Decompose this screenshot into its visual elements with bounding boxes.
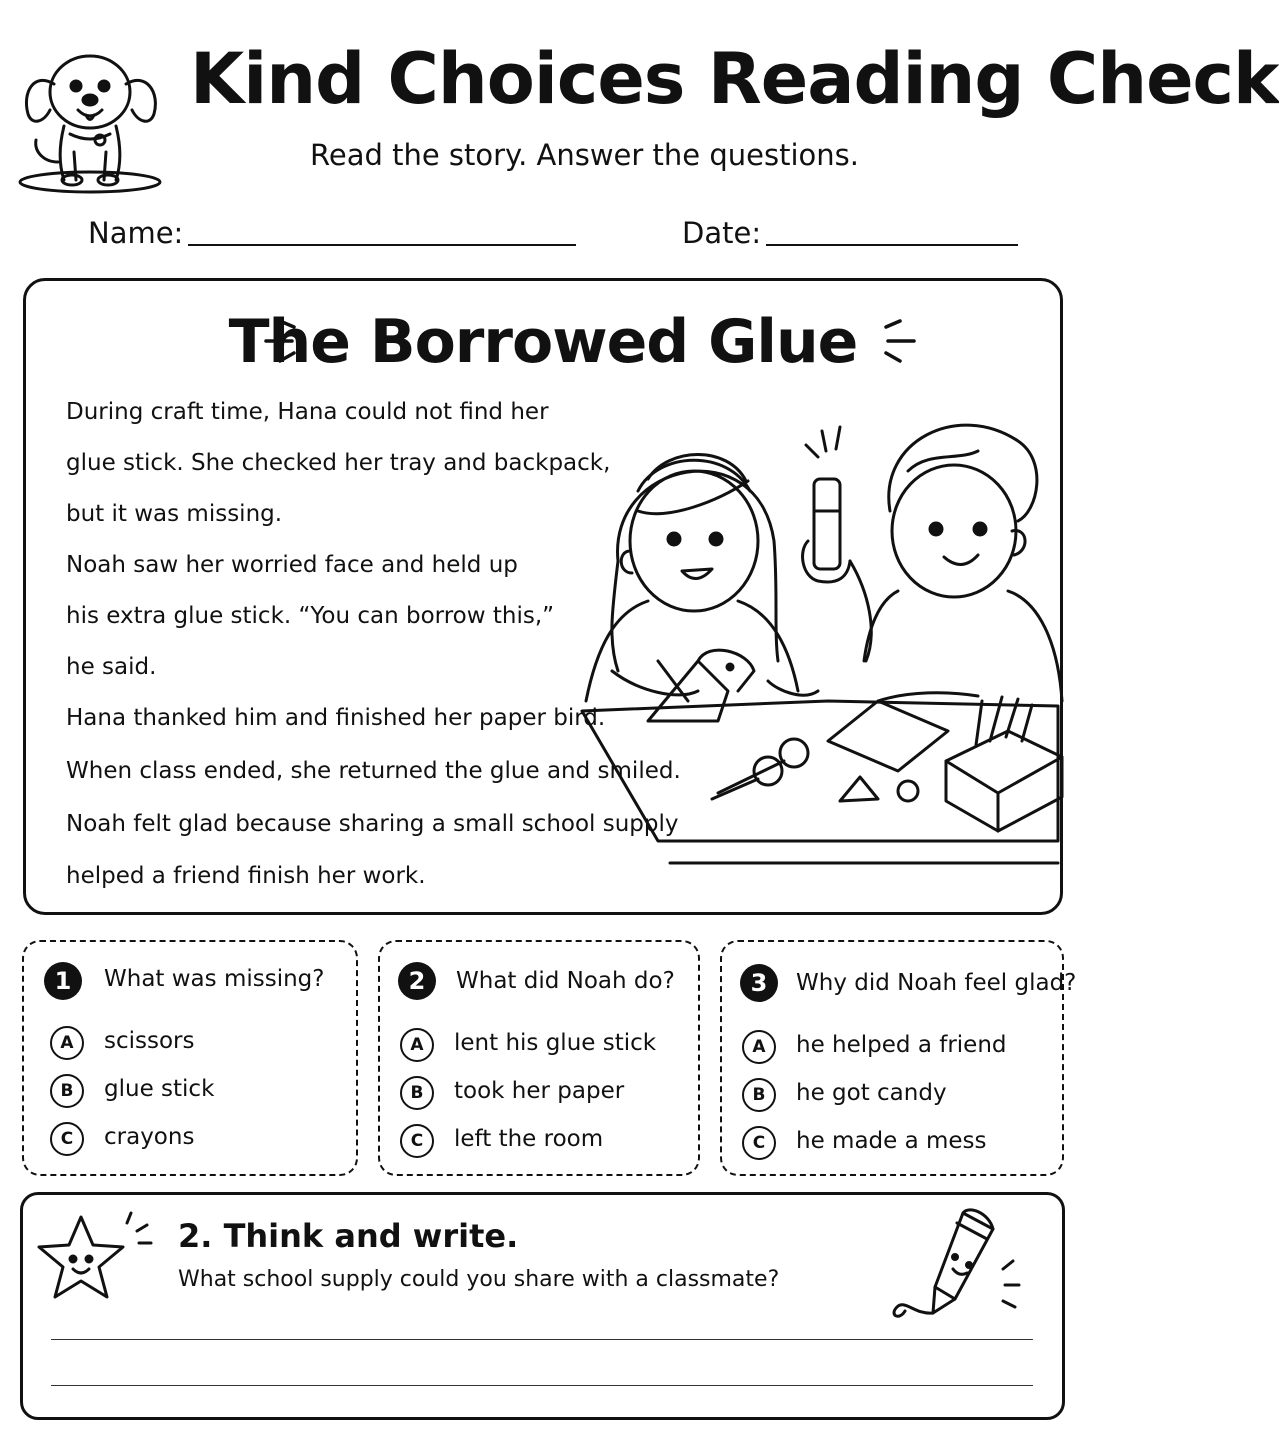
sparkle-right-icon [872,315,922,365]
name-label: Name: [88,216,184,250]
puppy-icon [14,22,166,197]
story-line: Hana thanked him and finished her paper bird. [66,705,606,731]
option-c-bubble[interactable]: C [50,1122,84,1156]
question-text: What was missing? [104,966,325,992]
question-box-2 [378,940,700,1176]
smiling-pencil-icon [875,1203,1035,1323]
story-line: but it was missing. [66,501,283,527]
option-a-bubble[interactable]: A [742,1030,776,1064]
story-box [23,278,1063,915]
write-title: 2. Think and write. [178,1217,519,1255]
question-box-1 [22,940,358,1176]
story-line: he said. [66,654,157,680]
question-number: 2 [398,962,436,1000]
page-subtitle: Read the story. Answer the questions. [310,138,859,172]
option-b-text: he got candy [796,1080,947,1106]
story-line: glue stick. She checked her tray and backpack, [66,450,611,476]
option-b-bubble[interactable]: B [400,1076,434,1110]
option-a-text: he helped a friend [796,1032,1007,1058]
kids-sharing-glue-illustration [578,401,1062,871]
question-box-3 [720,940,1077,1176]
option-b-bubble[interactable]: B [50,1074,84,1108]
date-label: Date: [682,216,762,250]
option-a-bubble[interactable]: A [50,1026,84,1060]
option-b-text: took her paper [454,1078,625,1104]
story-line: helped a friend finish her work. [66,863,426,889]
think-and-write-box [20,1192,1065,1420]
story-title: The Borrowed Glue [228,307,858,377]
write-line-1[interactable] [51,1339,1033,1340]
question-number: 1 [44,962,82,1000]
question-text: What did Noah do? [456,968,675,994]
write-line-2[interactable] [51,1385,1033,1386]
option-c-bubble[interactable]: C [400,1124,434,1158]
write-prompt: What school supply could you share with a classmate? [178,1267,780,1292]
name-field[interactable] [188,244,576,246]
story-line: During craft time, Hana could not find her [66,399,549,425]
page-title: Kind Choices Reading Check [190,38,1279,120]
option-a-text: lent his glue stick [454,1030,657,1056]
question-text: Why did Noah feel glad? [796,970,1077,996]
option-b-text: glue stick [104,1076,215,1102]
option-a-bubble[interactable]: A [400,1028,434,1062]
option-c-bubble[interactable]: C [742,1126,776,1160]
question-number: 3 [740,964,778,1002]
story-line: his extra glue stick. “You can borrow this,” [66,603,555,629]
smiling-star-icon [31,1209,161,1313]
story-line: When class ended, she returned the glue and smiled. [66,758,681,784]
story-line: Noah felt glad because sharing a small school supply [66,811,679,837]
option-c-text: left the room [454,1126,604,1152]
option-c-text: crayons [104,1124,195,1150]
option-b-bubble[interactable]: B [742,1078,776,1112]
option-a-text: scissors [104,1028,195,1054]
story-line: Noah saw her worried face and held up [66,552,518,578]
date-field[interactable] [766,244,1018,246]
option-c-text: he made a mess [796,1128,987,1154]
